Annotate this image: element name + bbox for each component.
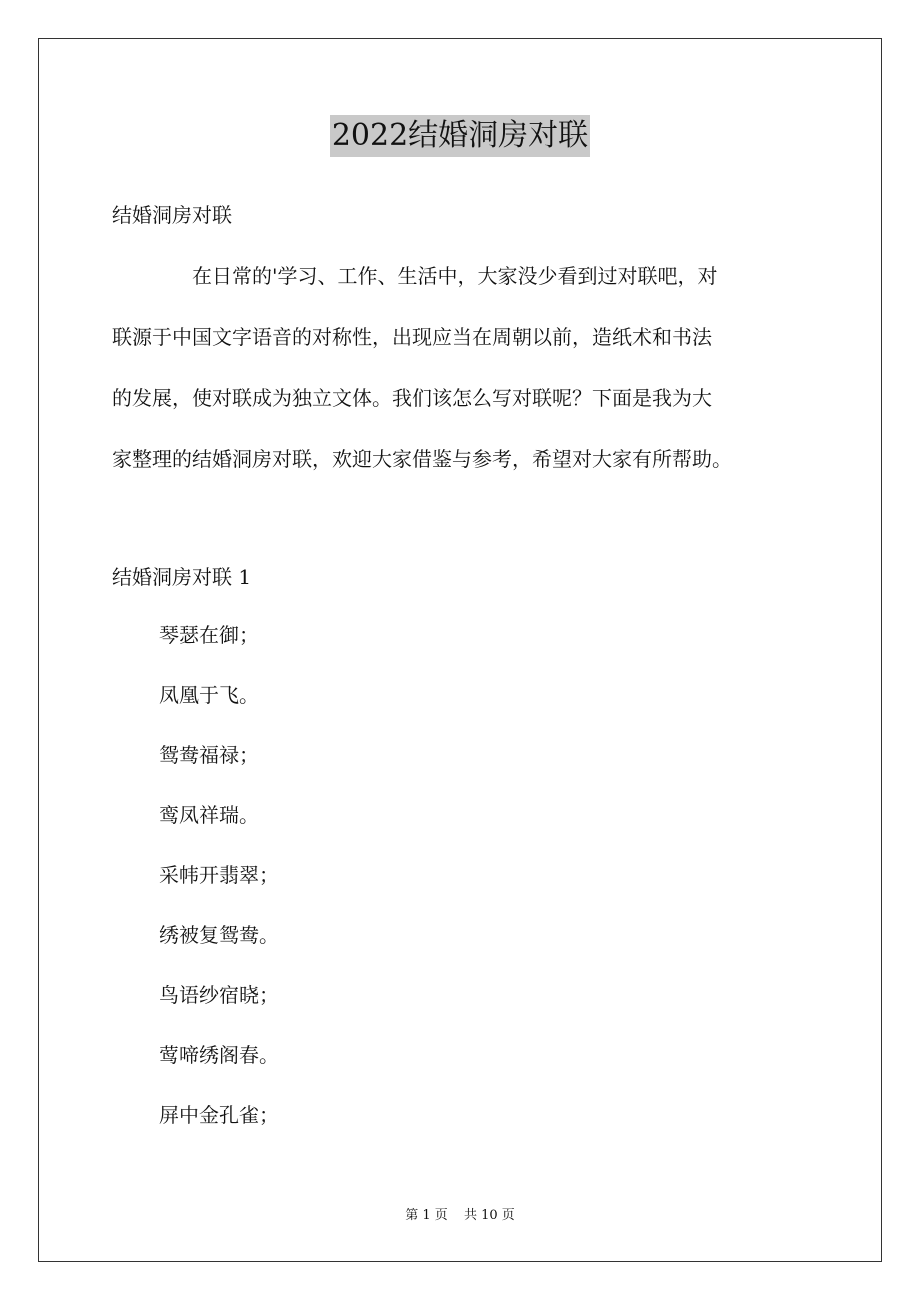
page-number-total: 共 10 页	[463, 1208, 515, 1223]
verse-line: 鸟语纱宿晓；	[159, 983, 279, 1007]
intro-line: 的发展，使对联成为独立文体。我们该怎么写对联呢？下面是我为大	[112, 386, 712, 410]
verse-line: 莺啼绣阁春。	[159, 1043, 279, 1067]
intro-paragraph	[112, 256, 812, 500]
verse-line: 鸾凤祥瑞。	[159, 803, 259, 827]
verse-line: 屏中金孔雀；	[159, 1103, 279, 1127]
section-heading: 结婚洞房对联 1	[112, 565, 252, 589]
verse-line: 鸳鸯福禄；	[159, 743, 259, 767]
intro-line: 在日常的'学习、工作、生活中，大家没少看到过对联吧，对	[112, 264, 718, 288]
verse-list	[159, 620, 279, 1160]
page-number-current: 第 1 页	[405, 1208, 448, 1223]
document-subtitle: 结婚洞房对联	[112, 203, 232, 227]
verse-line: 采帏开翡翠；	[159, 863, 279, 887]
verse-line: 绣被复鸳鸯。	[159, 923, 279, 947]
intro-line: 联源于中国文字语音的对称性，出现应当在周朝以前，造纸术和书法	[112, 325, 712, 349]
page-footer	[0, 1206, 920, 1226]
document-title: 2022结婚洞房对联	[330, 115, 590, 157]
intro-line: 家整理的结婚洞房对联，欢迎大家借鉴与参考，希望对大家有所帮助。	[112, 447, 732, 471]
verse-line: 琴瑟在御；	[159, 623, 259, 647]
title-container	[0, 115, 920, 157]
verse-line: 凤凰于飞。	[159, 683, 259, 707]
